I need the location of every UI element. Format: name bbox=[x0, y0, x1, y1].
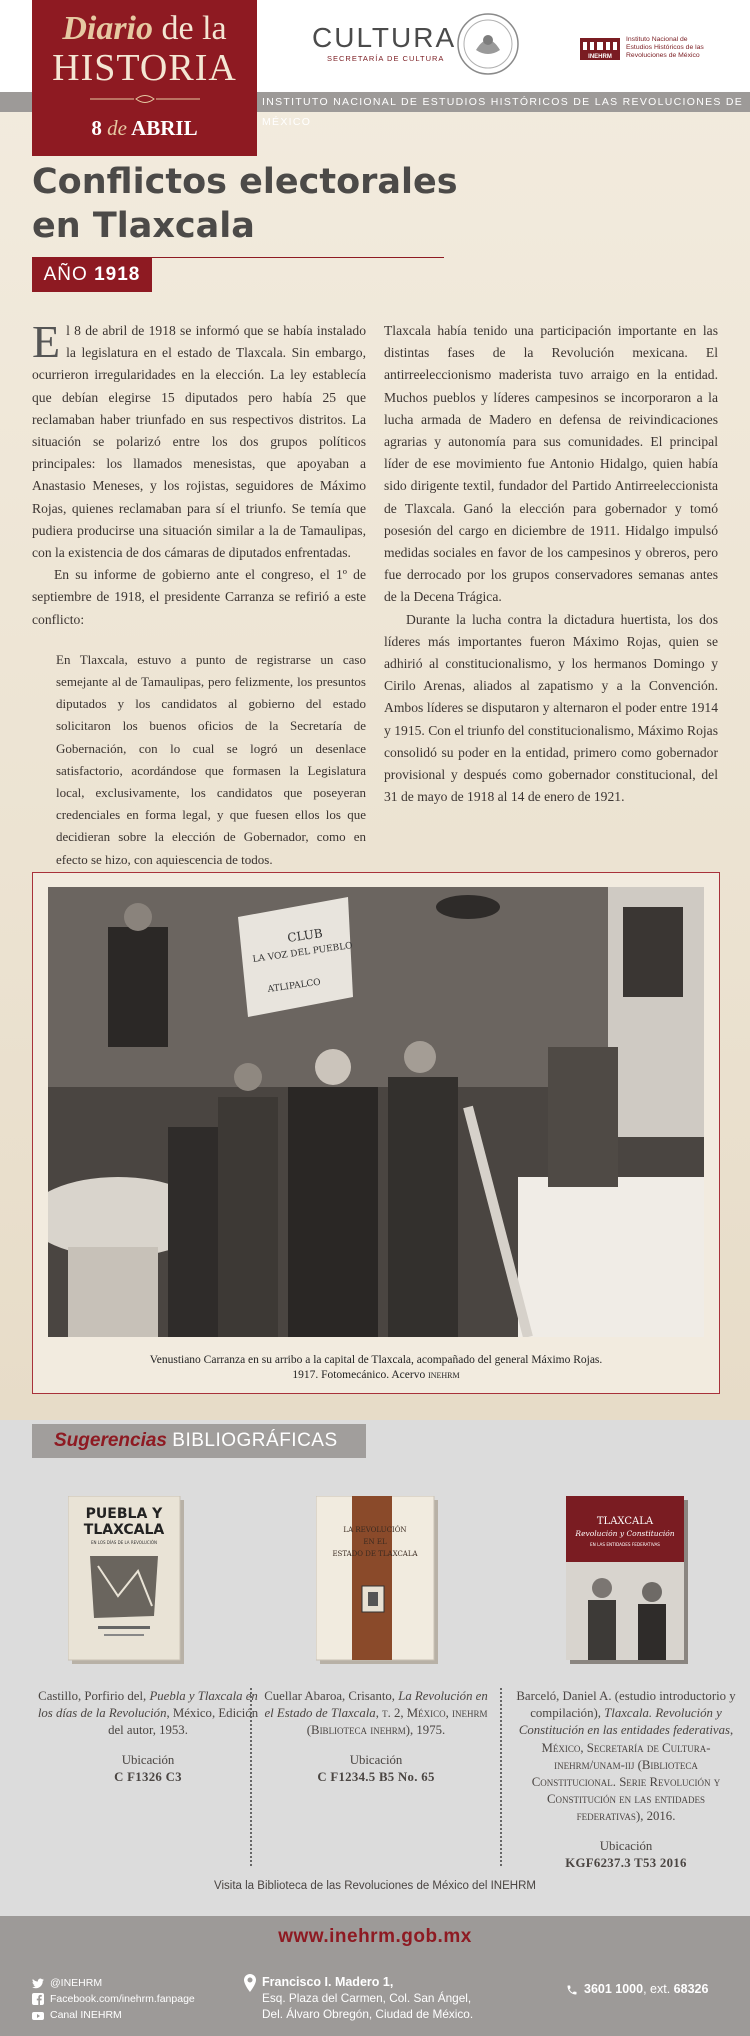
address-line-2: Esq. Plaza del Carmen, Col. San Ángel, bbox=[262, 1991, 472, 2005]
reference-3-location-value: KGF6237.3 T53 2016 bbox=[565, 1855, 687, 1870]
reference-3-rest: , México, Secretaría de Cultura-inehrm/unam-iij (Biblioteca Constitucional. Serie Revolución y Constitución en las entidades federativas), 2016. bbox=[531, 1723, 734, 1824]
reference-1-author: Castillo, Porfirio del, bbox=[38, 1689, 147, 1703]
reference-3-author: Barceló, Daniel A. (estudio introductorio y compilación), bbox=[516, 1689, 736, 1721]
book-cover-1 bbox=[68, 1496, 184, 1664]
address-street: Francisco I. Madero 1, bbox=[262, 1975, 394, 1989]
book-2-cover-title-2: EN EL bbox=[363, 1538, 387, 1546]
inehrm-line-1: Instituto Nacional de bbox=[626, 36, 688, 43]
paragraph-1 bbox=[32, 316, 366, 564]
logo-diario bbox=[32, 10, 257, 48]
book-1-cover-sub: EN LOS DÍAS DE LA REVOLUCIÓN bbox=[90, 1540, 158, 1545]
article-column-right bbox=[384, 320, 718, 808]
caption-line-2: 1917. Fotomecánico. Acervo bbox=[292, 1369, 426, 1381]
year-label: AÑO bbox=[43, 264, 88, 285]
inehrm-line-3: Revoluciones de México bbox=[626, 52, 700, 59]
website-link[interactable]: www.inehrm.gob.mx bbox=[278, 1926, 472, 1947]
address-line-3: Del. Álvaro Obregón, Ciudad de México. bbox=[262, 2007, 474, 2021]
date-day: 8 bbox=[91, 116, 102, 140]
banner-text-2: LA VOZ DEL PUEBLO bbox=[252, 941, 354, 965]
book-2-cover-sub: ESTADO DE TLAXCALA bbox=[332, 1550, 418, 1558]
paragraph-2: En su informe de gobierno ante el congreso, el 1º de septiembre de 1918, el presidente Carranza se refirió a este conflicto: bbox=[32, 567, 366, 627]
photo-frame bbox=[32, 872, 720, 1394]
reference-2-title: La Revolución en el Estado de Tlaxcala bbox=[264, 1689, 488, 1721]
reference-1-location-label: Ubicación bbox=[121, 1752, 175, 1767]
book-1-cover-title-2: TLAXCALA bbox=[83, 1522, 165, 1538]
reference-2-author: Cuellar Abaroa, Crisanto, bbox=[264, 1689, 395, 1703]
reference-1-rest: , México, Edición del autor, 1953. bbox=[108, 1706, 259, 1738]
reference-3 bbox=[512, 1688, 740, 1872]
reference-divider-1 bbox=[250, 1688, 252, 1866]
logo-word-de-la: de la bbox=[161, 10, 227, 47]
photo-caption bbox=[48, 1353, 704, 1383]
facebook-page: Facebook.com/inehrm.fanpage bbox=[50, 1993, 195, 2005]
twitter-handle: @INEHRM bbox=[50, 1977, 103, 1989]
reference-2 bbox=[262, 1688, 490, 1786]
inehrm-building-icon bbox=[580, 34, 620, 60]
ornament-icon bbox=[90, 94, 200, 104]
date-de: de bbox=[107, 116, 127, 140]
caption-line-1: Venustiano Carranza en su arribo a la capital de Tlaxcala, acompañado del general Máximo Rojas. bbox=[149, 1354, 603, 1366]
national-seal-icon bbox=[456, 12, 520, 76]
paragraph-4: Durante la lucha contra la dictadura huertista, los dos líderes más importantes fueron Máximo Rojas, quien se adhirió al constitucionalismo, y los hermanos Domingo y Cirilo Arenas, aliados al zapatismo y a la Convención. Ambos líderes se disputaron y alternaron el poder entre 1914 y 1915. Con el triunfo del constitucionalismo, Máximo Rojas consolidó su poder en la entidad, primero como gobernador provisional y después como gobernador constitucional, del 31 de mayo de 1918 al 14 de enero de 1921. bbox=[384, 611, 718, 805]
cultura-subtitle: SECRETARÍA DE CULTURA bbox=[327, 54, 445, 63]
svg-text:INEHRM: INEHRM bbox=[588, 54, 612, 60]
phone-number[interactable] bbox=[566, 1982, 708, 1996]
phone-icon bbox=[566, 1984, 578, 1996]
book-3-cover-title-1: TLAXCALA bbox=[596, 1516, 654, 1527]
article-title: Conflictos electorales en Tlaxcala bbox=[32, 162, 458, 246]
logo-word-diario: Diario bbox=[62, 10, 154, 47]
date-month: ABRIL bbox=[131, 116, 198, 140]
year-value: 1918 bbox=[94, 264, 141, 285]
youtube-icon bbox=[32, 2009, 44, 2021]
suggestions-tab bbox=[32, 1424, 366, 1458]
reference-divider-2 bbox=[500, 1688, 502, 1866]
reference-3-location-label: Ubicación bbox=[599, 1838, 653, 1853]
banner-text-1: CLUB bbox=[286, 926, 324, 945]
youtube-channel: Canal INEHRM bbox=[50, 2009, 122, 2021]
reference-1 bbox=[34, 1688, 262, 1786]
facebook-icon bbox=[32, 1993, 44, 2005]
caption-acervo: inehrm bbox=[428, 1369, 460, 1381]
youtube-link[interactable] bbox=[32, 2008, 122, 2022]
phone-ext-label: , ext. bbox=[643, 1982, 671, 1996]
inehrm-logo-text bbox=[626, 36, 704, 60]
reference-2-location-label: Ubicación bbox=[349, 1752, 403, 1767]
logo-historia: HISTORIA bbox=[52, 47, 237, 89]
library-visit-text: Visita la Biblioteca de las Revoluciones de México del INEHRM bbox=[214, 1880, 536, 1892]
paragraph-3: Tlaxcala había tenido una participación importante en las distintas fases de la Revolución mexicana. El antirreeleccionismo maderista tuvo arraigo en la entidad. Muchos pueblos y líderes campesinos se incorporaron a la lucha armada de Madero en defensa de reivindicaciones agrarias y autonomía para sus comunidades. El principal líder de ese movimiento fue Antonio Hidalgo, quien había sido dirigente textil, fundador del Partido Antirreeleccionista de Tlaxcala. Ganó la elección para gobernador y tomó posesión del cargo en diciembre de 1911. Hidalgo impulsó medidas sociales en favor de los campesinos y obreros, pero fue derrocado por los grupos conservadores semanas antes de la Decena Trágica. bbox=[384, 323, 718, 605]
reference-2-location-value: C F1234.5 B5 No. 65 bbox=[317, 1769, 435, 1784]
facebook-link[interactable] bbox=[32, 1992, 195, 2006]
inehrm-line-2: Estudios Históricos de las bbox=[626, 44, 704, 51]
book-1-cover-title-1: PUEBLA Y bbox=[85, 1506, 163, 1522]
twitter-icon bbox=[32, 1978, 44, 1989]
book-cover-3 bbox=[566, 1496, 688, 1664]
drop-cap: E bbox=[32, 316, 61, 367]
paragraph-1-text: l 8 de abril de 1918 se informó que se había instalado la legislatura en el estado de Tlaxcala. Sin embargo, ocurrieron irregularidades en la elección. La ley establecía que debían elegirse 15 diputados pero había 25 que reclamaban haber triunfado en sus respectivos distritos. La situación se polarizó entre los dos grupos políticos principales: los llamados menesistas, que apoyaban a Anastasio Meneses, y los rojistas, seguidores de Máximo Rojas, quienes reclamaban para sí el triunfo. Se temía que pudiera producirse una situación similar a la de Tamaulipas, con la existencia de dos cámaras de diputados enfrentadas. bbox=[32, 323, 366, 561]
carranza-quote: En Tlaxcala, estuvo a punto de registrarse un caso semejante al de Tamaulipas, pero felizmente, los presuntos diputados y los candidatos al gobierno del estado solicitaron los buenos oficios de la Secretaría de Gobernación, con lo cual se logró un desenlace satisfactorio, acordándose que formasen la Legislatura local, exclusivamente, los candidatos que poseyeran credenciales en forma legal, y que fuesen ellos los que decidieran sobre la elección de Gobernador, como en efecto se hizo, con aquiescencia de todos. bbox=[56, 651, 366, 867]
cultura-logo-text: CULTURA bbox=[312, 22, 457, 53]
phone-ext: 68326 bbox=[673, 1982, 709, 1996]
diario-logo bbox=[32, 0, 257, 156]
year-badge bbox=[32, 258, 152, 292]
location-pin-icon bbox=[244, 1974, 256, 1992]
twitter-link[interactable] bbox=[32, 1976, 102, 1990]
suggestions-tab-italic: Sugerencias bbox=[54, 1430, 167, 1451]
book-3-cover-sub: EN LAS ENTIDADES FEDERATIVAS bbox=[590, 1542, 660, 1547]
reference-3-title: Tlaxcala. Revolución y Constitución en las entidades federativas bbox=[518, 1706, 730, 1738]
footer bbox=[0, 1916, 750, 2036]
book-2-cover-title-1: LA REVOLUCIÓN bbox=[343, 1526, 407, 1534]
banner-text-3: ATLIPALCO bbox=[267, 977, 322, 995]
institute-strip-text: INSTITUTO NACIONAL DE ESTUDIOS HISTÓRICOS DE LAS REVOLUCIONES DE MÉXICO bbox=[262, 96, 744, 128]
logo-date bbox=[32, 116, 257, 141]
historical-photo bbox=[48, 887, 704, 1337]
reference-1-location-value: C F1326 C3 bbox=[114, 1769, 182, 1784]
address bbox=[262, 1974, 473, 2022]
reference-1-title: Puebla y Tlaxcala en los días de la Revolución bbox=[37, 1689, 258, 1721]
phone-main: 3601 1000 bbox=[584, 1982, 644, 1996]
book-cover-2 bbox=[316, 1496, 438, 1664]
reference-2-rest: , t. 2, México, inehrm (Biblioteca inehrm), 1975. bbox=[306, 1706, 488, 1738]
book-3-cover-title-2: Revolución y Constitución bbox=[575, 1529, 675, 1538]
suggestions-tab-rest: BIBLIOGRÁFICAS bbox=[172, 1430, 338, 1451]
article-column-left bbox=[32, 316, 366, 871]
